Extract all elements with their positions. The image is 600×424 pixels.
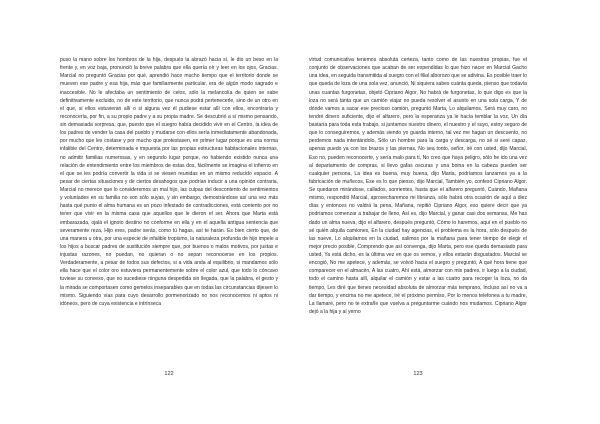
left-page-number: 122	[164, 371, 174, 377]
right-page-text: virtud comunicativa tenemos absoluta certeza, tanto como de las nuestras propias, fue el conjunto de observaciones que acaban de ser expendidas lo que hizo nacer en Marcial Gacho una idea, en seguida transmitida al suegro con el filial alborozo que se adivina. Es posible traer lo que queda de loza de una sola vez, anunció, Ni siquiera sabes cuánta queda, pienso que todavía unas cuantas furgonetas, objetó Cipriano Algor, No habrá de furgonetas, lo que digo es que la loza no será tanta que un camión viajar no pueda resolver el asunto en una sola carga, Y de dónde vamos a sacar ese precioso camión, preguntó Marta, Lo alquilamos, Será muy caro, no tendré dinero suficiente, dijo el alfarero, pero la esperanza ya le hacía temblar la voz, Un día bastaría para toda esta trabajo, si juntamos nuestro dinero, el nuestro y el suyo, estoy seguro de que lo conseguiremos, y además siendo yo guarda interno, tal vez me hagan un descuento, no perdemos nada intentándolo, Sólo un hombre para la carga y descarga, no sé si seré capaz, apenas puedo ya con los brazos y las piernas, No sea tonto, señor, iré con usted, dijo Marcial, Eso no, pueden reconocerte, y sería malo para ti, No creo que haya peligro, sólo he ido una vez al departamento de compras, si llevo gafas oscuras y una boina en la cabeza pueden ser cualquier persona, La idea es buena, muy buena, dijo Marta, podríamos lanzarnos ya a la fabricación de muñecos, Ese es lo que pienso, dijo Marcial, También yo, confesó Cipriano Algor. Se quedaron mirándose, callados, sonrientes, hasta que el alfarero preguntó, Cuándo, Mañana mismo, respondió Marcial, aprovecharemos mi libranza, sólo habrá otra ocasión de aquí a diez días y entonces no valdrá la pena, Mañana, repitió Cipriano Algor, eso quiere decir que ya podríamos comenzar a trabajar de lleno, Así es, dijo Marcial, y ganar casi dos semanas, Me has dado un alma nueva, dijo el alfarero, después preguntó, Cómo lo haremos, aquí en el pueblo no sé quién alquila camiones, En la ciudad hay agencias, el problema es la hora, sólo después de las nueve, Lo alquilamos en la ciudad, salimos por la mañana para tener tiempo de elegir el mejor precio posible, Comprendo que así convenga, dijo Marta, pero ese queda demasiado para usted, Ya está dicho, es la última vez en que os vemos, y ellos estarán disgustados. Marcial se encogió, No me apetece, y además, se volvió hacia el suegro y preguntó, A qué hora tiene que comparecer en el almacén, A las cuatro, Ahí está, almorzar con mis padres, ir luego a la ciudad, todo el camino hasta allí, alquilar el camión y estar a las cuatro para recoger la loza, no da tiempo, Les diré que tienes necesidad absoluta de almorzar más temprano, Incluso así no va a dar tiempo, y encima no me apetece, iré el próximo permiso, Por lo menos telefonea a tu madre, La llamaré, pero no te extrañe que vuelva a preguntarme cuándo nos mudamos. Cipriano Algor dejó a la hija y al yerno	[309, 57, 527, 315]
right-page	[309, 56, 527, 356]
right-page-number: 123	[413, 371, 423, 377]
left-page-text: puso la mano sobre los hombros de la hija, después la abrazó hacia sí, le dio un beso en la frente y, en voz baja, pronunció la breve palabra que ella quería oír y leer en los ojos, Gracias. Marcial no preguntó Gracias por qué, aprendió hace mucho tiempo que el territorio donde se mueven ese padre y esa hija, más que familiarmente particular, era de algún modo sagrado e inaccesible. No le afectaba un sentimiento de celos, sólo la melancolía de quien se sabe definitivamente excluido, no de este territorio, que nunca podrá pertenecerle, sino de un otro en el que, si ellos estuvieran allí o si alguna vez él pudiese estar allí con ellos, encontraría y reconocería, por fin, a su propio padre y a su propia madre. Se descubrió a sí mismo pensando, sin demasiada sorpresa, que, puesto que el suegro había decidido vivir en el Centro, la idea de los padres de vender la casa del pueblo y mudarse con ellos sería inmediatamente abandonada, por mucho que les costase y por mucho que protestasen, en primer lugar porque es una norma infalible del Centro, determinada e impuesta por las propias estructuras habitacionales internas, no admitir familias numerosas, y en segundo lugar porque, no habiendo existido nunca una relación de entendimiento entre los miembros de estas dos, fácilmente se imagina el infierno en el que se les podría convertir la vida si se viesen reunidas en un mismo reducido espacio. A pesar de ciertas situaciones y de ciertos desahogos que podrían inducir a una opinión contraria, Marcial no merece que lo consideremos un mal hijo, las culpas del descontento de sentimientos y voluntades en su familia no son sólo suyas, y sin embargo, demostrándose así una vez más hasta qué punto el alma humana es un pozo infestado de contradicciones, está contento por no tener que vivir en la misma casa que aquellos que le dieron el ser. Ahora que Marta está embarazada, ojalá el ignoto destino no conforme en ella y en el aquella antigua sentencia que severamente reza, Hijo eres, padre serás, como tú hagas, así te harán. Es bien cierto que, de una manera u otra, por una especie de infalible tropismo, la naturaleza profunda de hijo impele a los hijos a buscar padres de sustitución siempre que, por buenos o malos motivos, por justas e injustas razones, no puedan, no quieran o no sepan reconocerse en los propios. Verdaderamente, a pesar de todos sus defectos, si a vida anda al equilibrio, si mandamos sólo ella hace que el color oro estuviera permanentemente sobre el color azul, que todo lo cóncavo tuviese su convexo, que no sucediese ninguna despedida sin llegada, que la palabra, el gesto y la mirada se comportasen como gemelos inseparables que en todas las circunstancias dijesen lo mismo. Siguiendo vías para cuyo desarrollo pormenorizado no nos reconocemos ni aptos ni idóneos, pero de cuya existencia e intrínseca	[60, 57, 278, 307]
left-page	[60, 56, 278, 356]
